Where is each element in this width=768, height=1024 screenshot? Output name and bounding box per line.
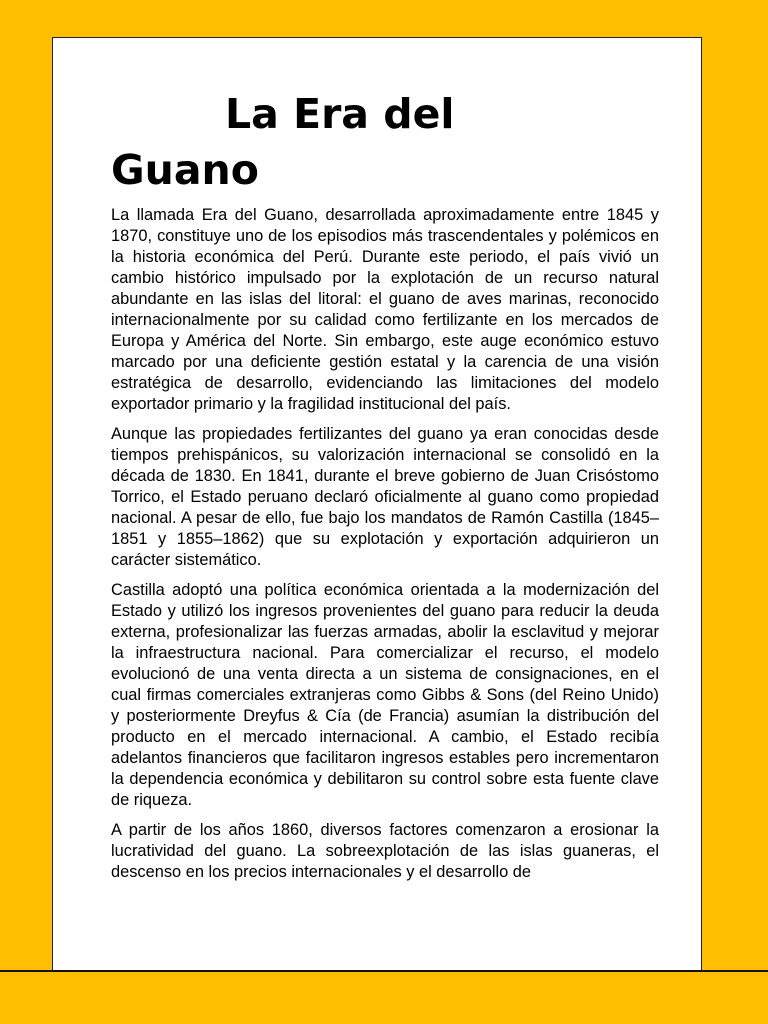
paragraph-1: La llamada Era del Guano, desarrollada aproximadamente entre 1845 y 1870, constituye uno de los episodios más trascendentales y polémicos en la historia económica del Perú. Durante este periodo, el país vivió un cambio histórico impulsado por la explotación de un recurso natural abundante en las islas del litoral: el guano de aves marinas, reconocido internacionalmente por su calidad como fertilizante en los mercados de Europa y América del Norte. Sin embargo, este auge económico estuvo marcado por una deficiente gestión estatal y la carencia de una visión estratégica de desarrollo, evidenciando las limitaciones del modelo exportador primario y la fragilidad institucional del país. <box>111 206 659 413</box>
paragraph-3: Castilla adoptó una política económica orientada a la modernización del Estado y utilizó los ingresos provenientes del guano para reducir la deuda externa, profesionalizar las fuerzas armadas, abolir la esclavitud y mejorar la infraestructura nacional. Para comercializar el recurso, el modelo evolucionó de una venta directa a un sistema de consignaciones, en el cual firmas comerciales extranjeras como Gibbs & Sons (del Reino Unido) y posteriormente Dreyfus & Cía (de Francia) asumían la distribución del producto en el mercado internacional. A cambio, el Estado recibía adelantos financieros que facilitaron ingresos estables pero incrementaron la dependencia económica y debilitaron su control sobre esta fuente clave de riqueza. <box>111 581 659 809</box>
document-page <box>52 37 702 971</box>
document-body <box>111 205 659 892</box>
paragraph-4: A partir de los años 1860, diversos factores comenzaron a erosionar la lucratividad del guano. La sobreexplotación de las islas guaneras, el descenso en los precios internacionales y el desarrollo de <box>111 821 659 881</box>
paragraph-2: Aunque las propiedades fertilizantes del guano ya eran conocidas desde tiempos prehispánicos, su valorización internacional se consolidó en la década de 1830. En 1841, durante el breve gobierno de Juan Crisóstomo Torrico, el Estado peruano declaró oficialmente al guano como propiedad nacional. A pesar de ello, fue bajo los mandatos de Ramón Castilla (1845–1851 y 1855–1862) que su explotación y exportación adquirieron un carácter sistemático. <box>111 425 659 569</box>
document-title: La Era del Guano <box>111 90 455 194</box>
page-bottom-divider <box>0 970 768 972</box>
